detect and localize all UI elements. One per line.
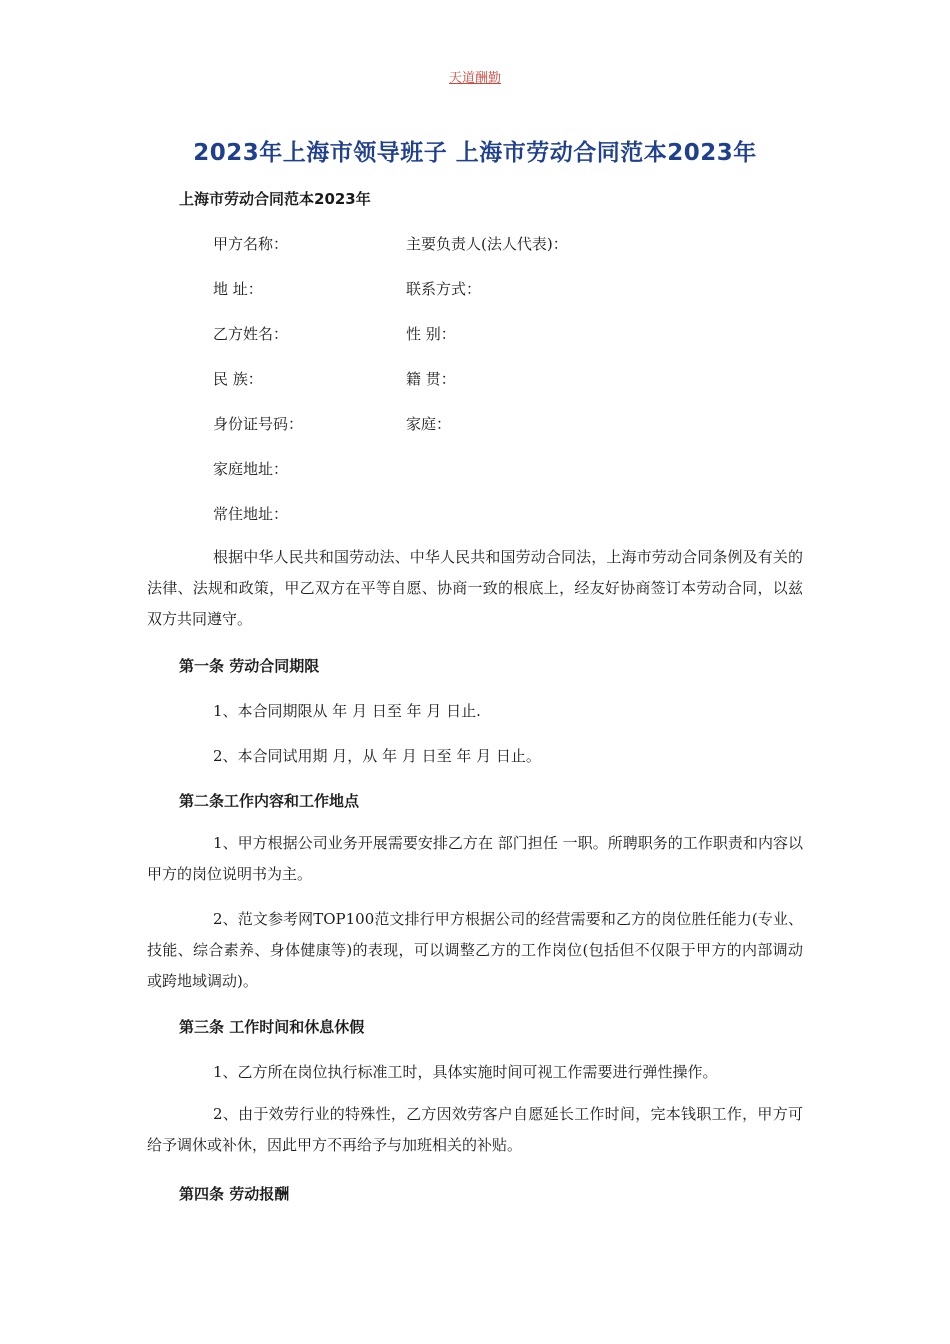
article2-heading: 第二条工作内容和工作地点 <box>179 792 360 810</box>
article1-item2: 2、本合同试用期 月，从 年 月 日至 年 月 日止。 <box>213 747 541 765</box>
article2-para1: 1、甲方根据公司业务开展需要安排乙方在 部门担任 一职。所聘职务的工作职责和内容以甲方的岗位说明书为主。 <box>147 834 803 883</box>
field-address: 地 址： <box>213 280 263 298</box>
article4-heading: 第四条 劳动报酬 <box>179 1185 290 1203</box>
field-residence-address: 常住地址： <box>213 505 289 523</box>
intro-paragraph: 根据中华人民共和国劳动法、中华人民共和国劳动合同法，上海市劳动合同条例及有关的法律、法规和政策，甲乙双方在平等自愿、协商一致的根底上，经友好协商签订本劳动合同，以兹双方共同遵守。 <box>147 548 803 628</box>
field-family: 家庭： <box>406 415 452 433</box>
article1-item1: 1、本合同期限从 年 月 日至 年 月 日止. <box>213 702 481 720</box>
field-party-a-name: 甲方名称： <box>213 235 289 253</box>
field-id-number: 身份证号码： <box>213 415 304 433</box>
field-native-place: 籍 贯： <box>406 370 456 388</box>
field-home-address: 家庭地址： <box>213 460 289 478</box>
field-party-b-name: 乙方姓名： <box>213 325 289 343</box>
field-ethnicity: 民 族： <box>213 370 263 388</box>
article3-heading: 第三条 工作时间和休息休假 <box>179 1018 365 1036</box>
article2-para2: 2、范文参考网TOP100范文排行甲方根据公司的经营需要和乙方的岗位胜任能力(专业、技能、综合素养、身体健康等)的表现，可以调整乙方的工作岗位(包括但不仅限于甲方的内部调动或跨地域调动)。 <box>147 910 803 990</box>
article3-para2: 2、由于效劳行业的特殊性，乙方因效劳客户自愿延长工作时间，完本钱职工作，甲方可给予调休或补休，因此甲方不再给予与加班相关的补贴。 <box>147 1105 803 1154</box>
page-title: 2023年上海市领导班子 上海市劳动合同范本2023年 <box>193 140 757 166</box>
article3-item1: 1、乙方所在岗位执行标准工时，具体实施时间可视工作需要进行弹性操作。 <box>213 1063 718 1081</box>
field-principal: 主要负责人(法人代表)： <box>406 235 568 253</box>
article1-heading: 第一条 劳动合同期限 <box>179 657 320 675</box>
document-subtitle: 上海市劳动合同范本2023年 <box>179 190 371 208</box>
header-link[interactable]: 天道酬勤 <box>448 71 501 86</box>
field-gender: 性 别： <box>406 325 456 343</box>
field-contact: 联系方式： <box>406 280 482 298</box>
